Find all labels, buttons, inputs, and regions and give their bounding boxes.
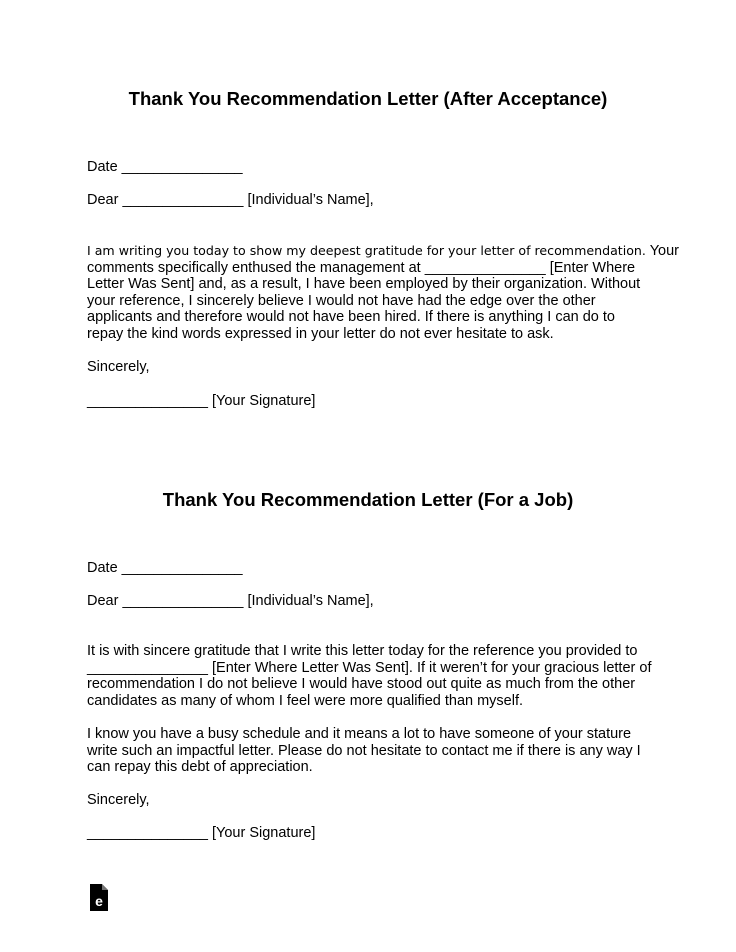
letter1-body-row: comments specifically enthused the management at _______________ [Enter Where bbox=[87, 259, 636, 276]
letter2-para2-row: can repay this debt of appreciation. bbox=[87, 759, 313, 775]
letter2-para2-row: write such an impactful letter. Please do not hesitate to contact me if there is any way I bbox=[87, 742, 641, 759]
letter1-closing: Sincerely, bbox=[87, 359, 150, 375]
letter2-title: Thank You Recommendation Letter (For a Job) bbox=[162, 489, 574, 510]
letter1-body-row: your reference, I sincerely believe I would not have had the edge over the other bbox=[87, 292, 596, 309]
letter2-signature-line: _______________ [Your Signature] bbox=[87, 825, 316, 841]
letter2-para2-row: I know you have a busy schedule and it means a lot to have someone of your stature bbox=[87, 726, 632, 742]
letter2-dear-line: Dear _______________ [Individual’s Name], bbox=[87, 593, 374, 609]
letter2-paragraph-1 bbox=[87, 643, 657, 709]
letter2-closing: Sincerely, bbox=[87, 792, 150, 808]
letter2-para1-row: recommendation I do not believe I would have stood out quite as much from the other bbox=[87, 676, 636, 692]
letter2-paragraph-2 bbox=[87, 726, 657, 776]
letter1-body-row: repay the kind words expressed in your letter do not ever hesitate to ask. bbox=[87, 325, 554, 342]
letter1-body-row: applicants and therefore would not have been hired. If there is anything I can do to bbox=[87, 309, 615, 325]
letter1-date-line: Date _______________ bbox=[87, 159, 243, 175]
svg-text:e: e bbox=[95, 893, 103, 909]
letter2-para1-row: _______________ [Enter Where Letter Was Sent]. If it weren’t for your gracious letter of bbox=[87, 659, 652, 676]
letter1-title: Thank You Recommendation Letter (After Acceptance) bbox=[128, 88, 608, 109]
letter2-para1-row: candidates as many of whom I feel were more qualified than myself. bbox=[87, 692, 524, 709]
letter1-body-row bbox=[87, 243, 679, 260]
letter2-para1-row: It is with sincere gratitude that I write this letter today for the reference you provided to bbox=[87, 643, 638, 659]
letter2-date-line: Date _______________ bbox=[87, 560, 243, 576]
letter1-signature-line: _______________ [Your Signature] bbox=[87, 393, 316, 409]
eforms-logo-icon bbox=[88, 884, 110, 911]
letter1-body-text: Your bbox=[645, 243, 679, 259]
letter1-body-paragraph bbox=[87, 243, 679, 342]
letter1-body-text: I am writing you today to show my deepest gratitude for your letter of recommendation. bbox=[87, 243, 646, 258]
letter1-body-row: Letter Was Sent] and, as a result, I have been employed by their organization. Without bbox=[87, 276, 641, 292]
letter1-dear-line: Dear _______________ [Individual’s Name], bbox=[87, 192, 374, 208]
